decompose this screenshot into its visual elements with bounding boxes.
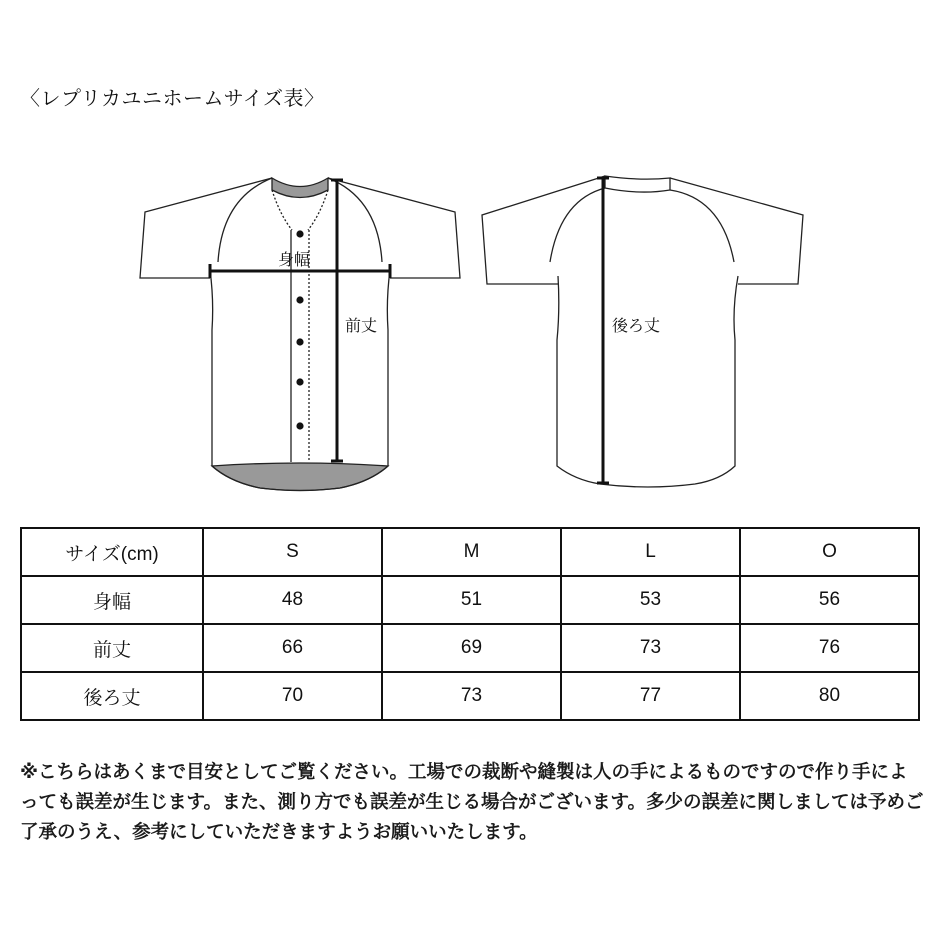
table-header-row — [21, 528, 919, 576]
back-left-sleeve — [482, 176, 605, 284]
header-cell-size: サイズ(cm) — [21, 528, 203, 576]
table-cell: 76 — [740, 624, 919, 672]
table-cell: 48 — [203, 576, 382, 624]
front-length-label: 前丈 — [345, 316, 378, 335]
header-cell-l: L — [561, 528, 740, 576]
table-cell: 51 — [382, 576, 561, 624]
front-length-measure — [331, 180, 343, 461]
back-right-raglan — [670, 190, 734, 262]
page-title: 〈レプリカユニホームサイズ表〉 — [20, 86, 325, 110]
row-label: 身幅 — [21, 576, 203, 624]
button-3 — [296, 338, 303, 345]
header-cell-o: O — [740, 528, 919, 576]
table-cell: 69 — [382, 624, 561, 672]
back-length-measure — [597, 178, 609, 483]
front-width-label: 身幅 — [277, 250, 311, 269]
table-cell: 53 — [561, 576, 740, 624]
table-row — [21, 576, 919, 624]
table-row — [21, 672, 919, 720]
front-hem-fill — [212, 463, 388, 491]
table-cell: 73 — [382, 672, 561, 720]
disclaimer-note: ※こちらはあくまで目安としてご覧ください。工場での裁断や縫製は人の手によるものですので作り手によっても誤差が生じます。また、測り方でも誤差が生じる場合がございます。多少の誤差に関しましては予めご了承のうえ、参考にしていただきますようお願いいたします。 — [20, 762, 924, 843]
table-cell: 73 — [561, 624, 740, 672]
back-left-raglan — [550, 188, 605, 262]
back-length-label: 後ろ丈 — [612, 316, 661, 335]
table-cell: 77 — [561, 672, 740, 720]
table-cell: 66 — [203, 624, 382, 672]
header-cell-s: S — [203, 528, 382, 576]
button-2 — [296, 296, 303, 303]
row-label: 後ろ丈 — [21, 672, 203, 720]
table-cell: 80 — [740, 672, 919, 720]
table-cell: 56 — [740, 576, 919, 624]
button-4 — [296, 378, 303, 385]
header-cell-m: M — [382, 528, 561, 576]
front-left-sleeve — [140, 178, 272, 278]
table-row — [21, 624, 919, 672]
size-table — [20, 527, 920, 721]
back-neck — [605, 176, 670, 192]
button-1 — [296, 230, 303, 237]
back-body — [557, 276, 738, 487]
row-label: 前丈 — [21, 624, 203, 672]
back-right-sleeve — [670, 178, 803, 284]
front-neck-fill — [272, 178, 328, 198]
table-cell: 70 — [203, 672, 382, 720]
button-5 — [296, 422, 303, 429]
front-right-sleeve — [328, 178, 460, 278]
front-jersey — [140, 178, 460, 491]
